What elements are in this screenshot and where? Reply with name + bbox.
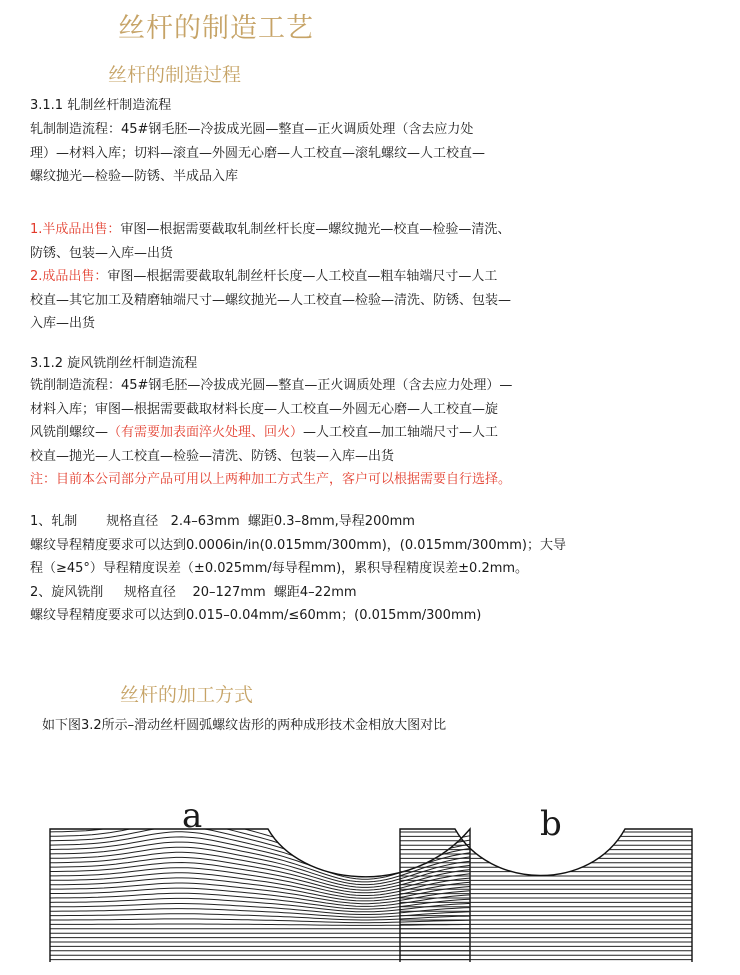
hatch-line-a bbox=[50, 914, 470, 920]
spec-text bbox=[30, 510, 630, 628]
label-a: a bbox=[182, 796, 203, 836]
heading-whirlwind-process: 3.1.2 旋风铣削丝杆制造流程 bbox=[30, 356, 198, 371]
whirl-line: 材料入库；审图—根据需要截取材料长度—人工校直—外圆无心磨—人工校直—旋 bbox=[30, 401, 499, 417]
spec-line: 螺纹导程精度要求可以达到0.0006in/in(0.015mm/300mm)，(0.015mm/300mm)；大导 bbox=[30, 537, 566, 553]
semi-line: 防锈、包装—入库—出货 bbox=[30, 245, 174, 261]
semi-line: 1.半成品出售：审图—根据需要截取轧制丝杆长度—螺纹抛光—校直—检验—清洗、 bbox=[30, 222, 511, 237]
whirl-line: 铣削制造流程：45#钢毛胚—冷拔成光圆—整直—正火调质处理（含去应力处理）— bbox=[30, 378, 513, 393]
section-title-processing-method: 丝杆的加工方式 bbox=[120, 684, 254, 706]
rolling-line: 螺纹抛光—检验—防锈、半成品入库 bbox=[30, 169, 239, 184]
semi-finished-sale-text bbox=[30, 218, 630, 336]
spec-line: 2、旋风铣削 规格直径 20–127mm 螺距4–22mm bbox=[30, 584, 357, 600]
note-text: 注：目前本公司部分产品可用以上两种加工方式生产，客户可以根据需要自行选择。 bbox=[30, 472, 512, 487]
finished-line: 校直—其它加工及精磨轴端尺寸—螺纹抛光—人工校直—检验—清洗、防锈、包装— bbox=[30, 292, 512, 308]
cut-flow-lines-b bbox=[400, 832, 692, 960]
hatch-line-a bbox=[50, 898, 470, 911]
page-title: 丝杆的制造工艺 bbox=[118, 13, 314, 44]
figure-caption: 如下图3.2所示–滑动丝杆圆弧螺纹齿形的两种成形技术金相放大图对比 bbox=[42, 718, 447, 733]
hatch-line-a bbox=[50, 919, 470, 923]
rolling-line: 轧制制造流程：45#钢毛胚—冷拔成光圆—整直—正火调质处理（含去应力处 bbox=[30, 122, 474, 137]
rolling-process-text bbox=[30, 118, 630, 189]
label-b: b bbox=[540, 804, 562, 844]
rolling-line: 理）—材料入库；切料—滚直—外圆无心磨—人工校直—滚轧螺纹—人工校直— bbox=[30, 145, 486, 161]
spec-line: 螺纹导程精度要求可以达到0.015–0.04mm/≤60mm；(0.015mm/300mm) bbox=[30, 608, 482, 623]
spec-line: 程（≥45°）导程精度误差（±0.025mm/每导程mm)，累积导程精度误差±0.2mm。 bbox=[30, 561, 529, 576]
semi-finished-label: 1.半成品出售： bbox=[30, 222, 121, 237]
section-title-manufacturing-process: 丝杆的制造过程 bbox=[108, 64, 242, 86]
finished-label: 2.成品出售： bbox=[30, 269, 108, 284]
whirlwind-process-text bbox=[30, 374, 630, 492]
finished-line: 2.成品出售：审图—根据需要截取轧制丝杆长度—人工校直—粗车轴端尺寸—人工 bbox=[30, 269, 498, 284]
finished-line: 入库—出货 bbox=[30, 316, 96, 331]
hatch-line-a bbox=[50, 852, 470, 887]
hatch-line-a bbox=[50, 847, 470, 884]
spec-line: 1、轧制 规格直径 2.4–63mm 螺距0.3–8mm,导程200mm bbox=[30, 514, 415, 529]
quench-note: （有需要加表面淬火处理、回火） bbox=[108, 425, 304, 440]
whirl-line: 校直—抛光—人工校直—检验—清洗、防锈、包装—入库—出货 bbox=[30, 448, 395, 464]
heading-rolling-process: 3.1.1 轧制丝杆制造流程 bbox=[30, 98, 172, 113]
thread-profile-diagram bbox=[0, 780, 740, 975]
rolled-flow-lines-a bbox=[50, 817, 470, 960]
hatch-line-a bbox=[50, 888, 470, 906]
whirl-line: 风铣削螺纹—（有需要加表面淬火处理、回火）—人工校直—加工轴端尺寸—人工 bbox=[30, 425, 499, 440]
